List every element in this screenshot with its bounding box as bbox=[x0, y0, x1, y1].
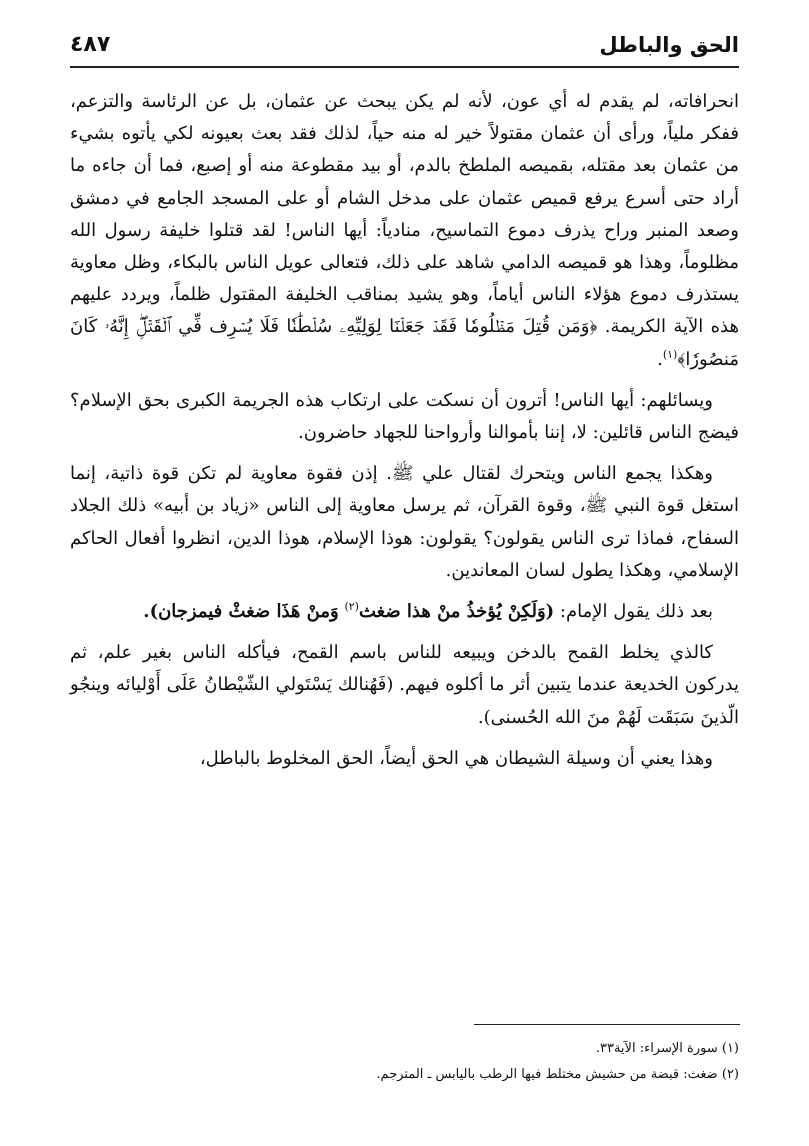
paragraph-6 bbox=[70, 743, 739, 775]
paragraph-1-tail: . bbox=[657, 348, 663, 370]
paragraph-5 bbox=[70, 637, 739, 734]
header-divider bbox=[70, 66, 739, 68]
paragraph-4 bbox=[70, 596, 739, 628]
page-number: ٤٨٧ bbox=[70, 32, 111, 57]
page-header bbox=[70, 28, 739, 62]
running-title: الحق والباطل bbox=[599, 33, 739, 57]
paragraph-6-text: وهذا يعني أن وسيلة الشيطان هي الحق أيضاً، الحق المخلوط بالباطل، bbox=[199, 747, 713, 769]
footnote-1: (١) سورة الإسراء: الآية٣٣. bbox=[595, 1041, 739, 1056]
paragraph-3-text: وهكذا يجمع الناس ويتحرك لقتال علي ﷺ. إذن فقوة معاوية لم تكن قوة ذاتية، إنما استغل قوة النبي ﷺ، وقوة القرآن، ثم يرسل معاوية إلى الناس «زياد بن أبيه» ذلك الجلاد السفاح، فماذا ترى الناس يقولون؟ يقولون: هوذا الإسلام، هوذا الدين، انظروا أفعال الحاكم الإسلامي، وهكذا يطول لسان المعاندين. bbox=[70, 463, 739, 581]
paragraph-1-text: انحرافاته، لم يقدم له أي عون، لأنه لم يكن يبحث عن عثمان، بل عن الرئاسة والتزعم، ففكر ملياً، ورأى أن عثمان مقتولاً خير له منه حياً، لذلك فقد بعث بعيونه لكي يأتوه بشيء من عثمان بعد مقتله، بقميصه الملطخ بالدم، أو بيد مقطوعة منه أو إصبع، فما أن جاءه ما أراد حتى أسرع يرفع قميص عثمان على مدخل الشام أو على المسجد الجامع في دمشق وصعد المنبر وراح يذرف دموع التماسيح، منادياً: أيها الناس! لقد قتلوا خليفة رسول الله مظلوماً، وهذا هو قميصه الدامي شاهد على ذلك، فتعالى عويل الناس بالبكاء، وظل معاوية يستذرف دموع هؤلاء الناس أياماً، وهو يشيد بمناقب الخليفة المقتول ظلماً، ويردد عليهم هذه الآية الكريمة. bbox=[70, 91, 739, 338]
paragraph-4-lead: بعد ذلك يقول الإمام: bbox=[559, 601, 713, 623]
footnotes bbox=[70, 1036, 739, 1088]
main-text bbox=[70, 86, 739, 784]
footnote-ref-1: (١) bbox=[662, 347, 678, 361]
paragraph-2 bbox=[70, 385, 739, 449]
footnote-ref-2: (٢) bbox=[344, 600, 359, 614]
paragraph-1 bbox=[70, 86, 739, 376]
footnote-2: (٢) ضغث: قبضة من حشيش مختلط فيها الرطب باليابس ـ المترجم. bbox=[376, 1067, 739, 1082]
paragraph-5-text: كالذي يخلط القمح بالدخن ويبيعه للناس باسم القمح، فيأكله الناس بغير علم، ثم يدركون الخديعة عندما يتبين أثر ما أكلوه فيهم. (فَهُنالك يَسْتَولي الشّيْطانُ عَلَى أَوْليائه وينجُو الّذينَ سَبَقَت لَهُمْ منَ الله الحُسنى). bbox=[70, 642, 739, 728]
imam-quote-part-1: (وَلَكِنْ يُؤخذُ منْ هذا ضغث bbox=[358, 601, 555, 623]
footnote-divider bbox=[474, 1024, 740, 1025]
paragraph-3 bbox=[70, 458, 739, 587]
paragraph-2-text: ويسائلهم: أيها الناس! أترون أن نسكت على ارتكاب هذه الجريمة الكبرى بحق الإسلام؟ فيضج الناس قائلين: لا، إننا بأموالنا وأرواحنا للجهاد حاضرون. bbox=[70, 389, 739, 444]
imam-quote-part-2: وَمنْ هَذَا ضغثْ فيمزجان). bbox=[143, 601, 339, 623]
quran-verse: ﴿وَمَن قُتِلَ مَظۡلُومٗا فَقَدۡ جَعَلۡنَا لِوَلِيِّهِۦ سُلۡطَٰنٗا فَلَا يُسۡرِف فِّي ٱلۡقَتۡلِۖ إِنَّهُۥ كَانَ مَنصُورٗا﴾ bbox=[70, 316, 739, 370]
